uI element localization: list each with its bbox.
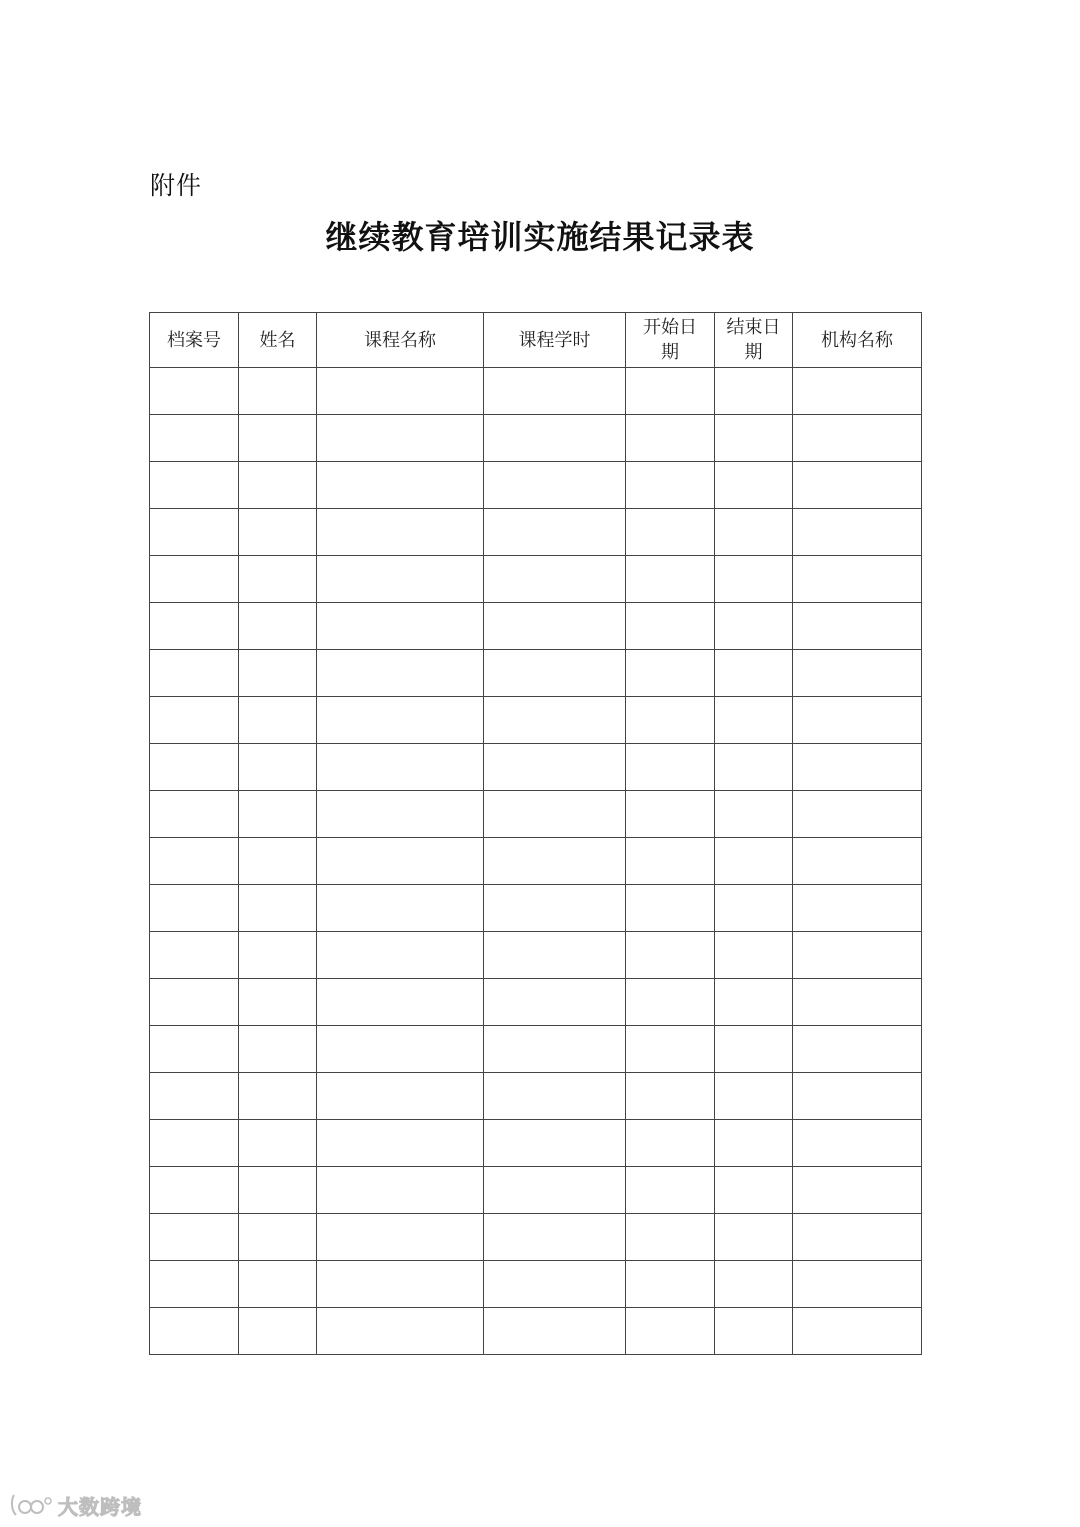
table-cell-course-name[interactable] [317,1261,484,1308]
watermark-text: 大数跨境 [58,1494,142,1519]
table-cell-name[interactable] [239,885,317,932]
table-cell-start-date[interactable] [626,415,715,462]
table-cell-course-hours[interactable] [484,744,626,791]
table-cell-file-no[interactable] [150,1167,239,1214]
table-row [150,791,922,838]
table-cell-file-no[interactable] [150,885,239,932]
table-cell-start-date[interactable] [626,838,715,885]
document-title: 继续教育培训实施结果记录表 [325,218,755,256]
table-cell-file-no[interactable] [150,556,239,603]
table-row [150,1261,922,1308]
table-cell-file-no[interactable] [150,603,239,650]
header-end-date: 结束日 期 [715,313,793,368]
table-cell-institution[interactable] [793,603,922,650]
table-cell-course-name[interactable] [317,462,484,509]
table-cell-course-hours[interactable] [484,1073,626,1120]
table-cell-file-no[interactable] [150,979,239,1026]
table-cell-institution[interactable] [793,462,922,509]
table-cell-course-name[interactable] [317,368,484,415]
table-cell-course-name[interactable] [317,603,484,650]
table-cell-file-no[interactable] [150,368,239,415]
table-cell-course-name[interactable] [317,932,484,979]
table-cell-file-no[interactable] [150,462,239,509]
table-cell-start-date[interactable] [626,744,715,791]
table-cell-course-hours[interactable] [484,1261,626,1308]
table-cell-course-hours[interactable] [484,1026,626,1073]
table-cell-course-name[interactable] [317,979,484,1026]
table-cell-institution[interactable] [793,932,922,979]
table-cell-course-hours[interactable] [484,1308,626,1355]
table-cell-end-date[interactable] [715,697,793,744]
table-cell-file-no[interactable] [150,1214,239,1261]
table-cell-course-hours[interactable] [484,791,626,838]
table-cell-institution[interactable] [793,1073,922,1120]
table-header-row [150,313,922,368]
table-cell-course-hours[interactable] [484,979,626,1026]
table-row [150,697,922,744]
watermark [10,1490,142,1520]
table-cell-end-date[interactable] [715,838,793,885]
table-cell-end-date[interactable] [715,885,793,932]
table-cell-course-hours[interactable] [484,1167,626,1214]
table-cell-end-date[interactable] [715,791,793,838]
table-cell-course-hours[interactable] [484,556,626,603]
table-body [150,368,922,1355]
table-cell-file-no[interactable] [150,1026,239,1073]
table-cell-name[interactable] [239,697,317,744]
table-cell-start-date[interactable] [626,1167,715,1214]
table-cell-name[interactable] [239,1120,317,1167]
table-cell-course-name[interactable] [317,1167,484,1214]
table-cell-start-date[interactable] [626,509,715,556]
table-cell-name[interactable] [239,744,317,791]
table-cell-end-date[interactable] [715,462,793,509]
table-cell-institution[interactable] [793,1026,922,1073]
table-cell-course-hours[interactable] [484,885,626,932]
table-row [150,979,922,1026]
table-cell-course-hours[interactable] [484,697,626,744]
table-cell-start-date[interactable] [626,932,715,979]
table-cell-name[interactable] [239,979,317,1026]
table-cell-start-date[interactable] [626,885,715,932]
table-cell-end-date[interactable] [715,1167,793,1214]
table-row [150,462,922,509]
table-cell-course-hours[interactable] [484,415,626,462]
table-cell-course-hours[interactable] [484,603,626,650]
table-row [150,415,922,462]
table-cell-institution[interactable] [793,1308,922,1355]
table-row [150,650,922,697]
table-cell-course-name[interactable] [317,1073,484,1120]
table-cell-file-no[interactable] [150,838,239,885]
table-cell-institution[interactable] [793,744,922,791]
table-cell-course-name[interactable] [317,697,484,744]
table-row [150,603,922,650]
table-cell-start-date[interactable] [626,462,715,509]
table-cell-course-name[interactable] [317,556,484,603]
table-cell-name[interactable] [239,650,317,697]
table-cell-course-name[interactable] [317,1214,484,1261]
table-cell-end-date[interactable] [715,979,793,1026]
header-start-date: 开始日 期 [626,313,715,368]
table-cell-end-date[interactable] [715,932,793,979]
table-cell-end-date[interactable] [715,1026,793,1073]
table-cell-file-no[interactable] [150,415,239,462]
table-cell-course-name[interactable] [317,509,484,556]
table-row [150,556,922,603]
header-institution: 机构名称 [793,313,922,368]
table-cell-institution[interactable] [793,1214,922,1261]
table-cell-start-date[interactable] [626,368,715,415]
table-cell-course-name[interactable] [317,1308,484,1355]
table-cell-end-date[interactable] [715,744,793,791]
table-cell-course-hours[interactable] [484,1214,626,1261]
table-cell-name[interactable] [239,415,317,462]
table-cell-end-date[interactable] [715,1214,793,1261]
table-cell-name[interactable] [239,603,317,650]
table-row [150,1026,922,1073]
table-row [150,744,922,791]
table-cell-file-no[interactable] [150,1308,239,1355]
table-cell-institution[interactable] [793,885,922,932]
table-row [150,1214,922,1261]
attachment-label: 附件 [150,171,203,200]
table-cell-start-date[interactable] [626,1308,715,1355]
table-cell-file-no[interactable] [150,697,239,744]
table-cell-institution[interactable] [793,1167,922,1214]
table-cell-end-date[interactable] [715,650,793,697]
table-cell-start-date[interactable] [626,1026,715,1073]
table-cell-name[interactable] [239,509,317,556]
table-row [150,1073,922,1120]
table-cell-name[interactable] [239,556,317,603]
table-cell-institution[interactable] [793,368,922,415]
table-row [150,932,922,979]
table-cell-course-hours[interactable] [484,509,626,556]
table-cell-name[interactable] [239,368,317,415]
header-course-name: 课程名称 [317,313,484,368]
table-cell-course-name[interactable] [317,744,484,791]
table-cell-file-no[interactable] [150,1073,239,1120]
table-cell-name[interactable] [239,1073,317,1120]
table-cell-file-no[interactable] [150,791,239,838]
table-cell-file-no[interactable] [150,1120,239,1167]
table-cell-institution[interactable] [793,509,922,556]
header-file-no: 档案号 [150,313,239,368]
table-cell-end-date[interactable] [715,1073,793,1120]
table-cell-file-no[interactable] [150,1261,239,1308]
table-cell-course-name[interactable] [317,650,484,697]
table-row [150,838,922,885]
table-cell-end-date[interactable] [715,1308,793,1355]
table-cell-start-date[interactable] [626,979,715,1026]
table-cell-end-date[interactable] [715,603,793,650]
table-cell-course-name[interactable] [317,1026,484,1073]
table-cell-course-hours[interactable] [484,1120,626,1167]
table-cell-start-date[interactable] [626,1120,715,1167]
table-cell-course-hours[interactable] [484,650,626,697]
table-cell-institution[interactable] [793,1261,922,1308]
table-cell-start-date[interactable] [626,1073,715,1120]
table-row [150,885,922,932]
table-cell-end-date[interactable] [715,1261,793,1308]
table-row [150,1167,922,1214]
table-cell-start-date[interactable] [626,603,715,650]
table-row [150,509,922,556]
table-cell-course-name[interactable] [317,1120,484,1167]
table-cell-course-name[interactable] [317,791,484,838]
table-cell-course-hours[interactable] [484,462,626,509]
table-cell-name[interactable] [239,1308,317,1355]
table-cell-start-date[interactable] [626,650,715,697]
table-cell-institution[interactable] [793,791,922,838]
table-cell-name[interactable] [239,462,317,509]
table-cell-end-date[interactable] [715,368,793,415]
header-name: 姓名 [239,313,317,368]
table-cell-institution[interactable] [793,838,922,885]
table-cell-course-hours[interactable] [484,838,626,885]
watermark-logo-icon [10,1492,52,1518]
table-cell-name[interactable] [239,1214,317,1261]
table-row [150,1308,922,1355]
table-cell-name[interactable] [239,838,317,885]
table-cell-institution[interactable] [793,697,922,744]
table-cell-end-date[interactable] [715,1120,793,1167]
table-cell-course-hours[interactable] [484,932,626,979]
table-cell-start-date[interactable] [626,1214,715,1261]
table-cell-course-name[interactable] [317,885,484,932]
table-cell-end-date[interactable] [715,556,793,603]
table-cell-file-no[interactable] [150,744,239,791]
table-cell-start-date[interactable] [626,697,715,744]
table-cell-course-hours[interactable] [484,368,626,415]
table-cell-start-date[interactable] [626,791,715,838]
table-cell-name[interactable] [239,1167,317,1214]
table-cell-file-no[interactable] [150,650,239,697]
table-cell-institution[interactable] [793,556,922,603]
table-cell-name[interactable] [239,1261,317,1308]
table-cell-institution[interactable] [793,1120,922,1167]
table-row [150,368,922,415]
table-cell-institution[interactable] [793,415,922,462]
table-cell-file-no[interactable] [150,932,239,979]
table-cell-course-name[interactable] [317,838,484,885]
table-cell-course-name[interactable] [317,415,484,462]
table-cell-name[interactable] [239,1026,317,1073]
header-course-hours: 课程学时 [484,313,626,368]
table-cell-end-date[interactable] [715,415,793,462]
table-cell-file-no[interactable] [150,509,239,556]
table-cell-institution[interactable] [793,650,922,697]
table-row [150,1120,922,1167]
table-cell-start-date[interactable] [626,556,715,603]
table-cell-start-date[interactable] [626,1261,715,1308]
record-table [149,312,922,1355]
table-cell-name[interactable] [239,791,317,838]
table-cell-institution[interactable] [793,979,922,1026]
table-cell-name[interactable] [239,932,317,979]
table-cell-end-date[interactable] [715,509,793,556]
